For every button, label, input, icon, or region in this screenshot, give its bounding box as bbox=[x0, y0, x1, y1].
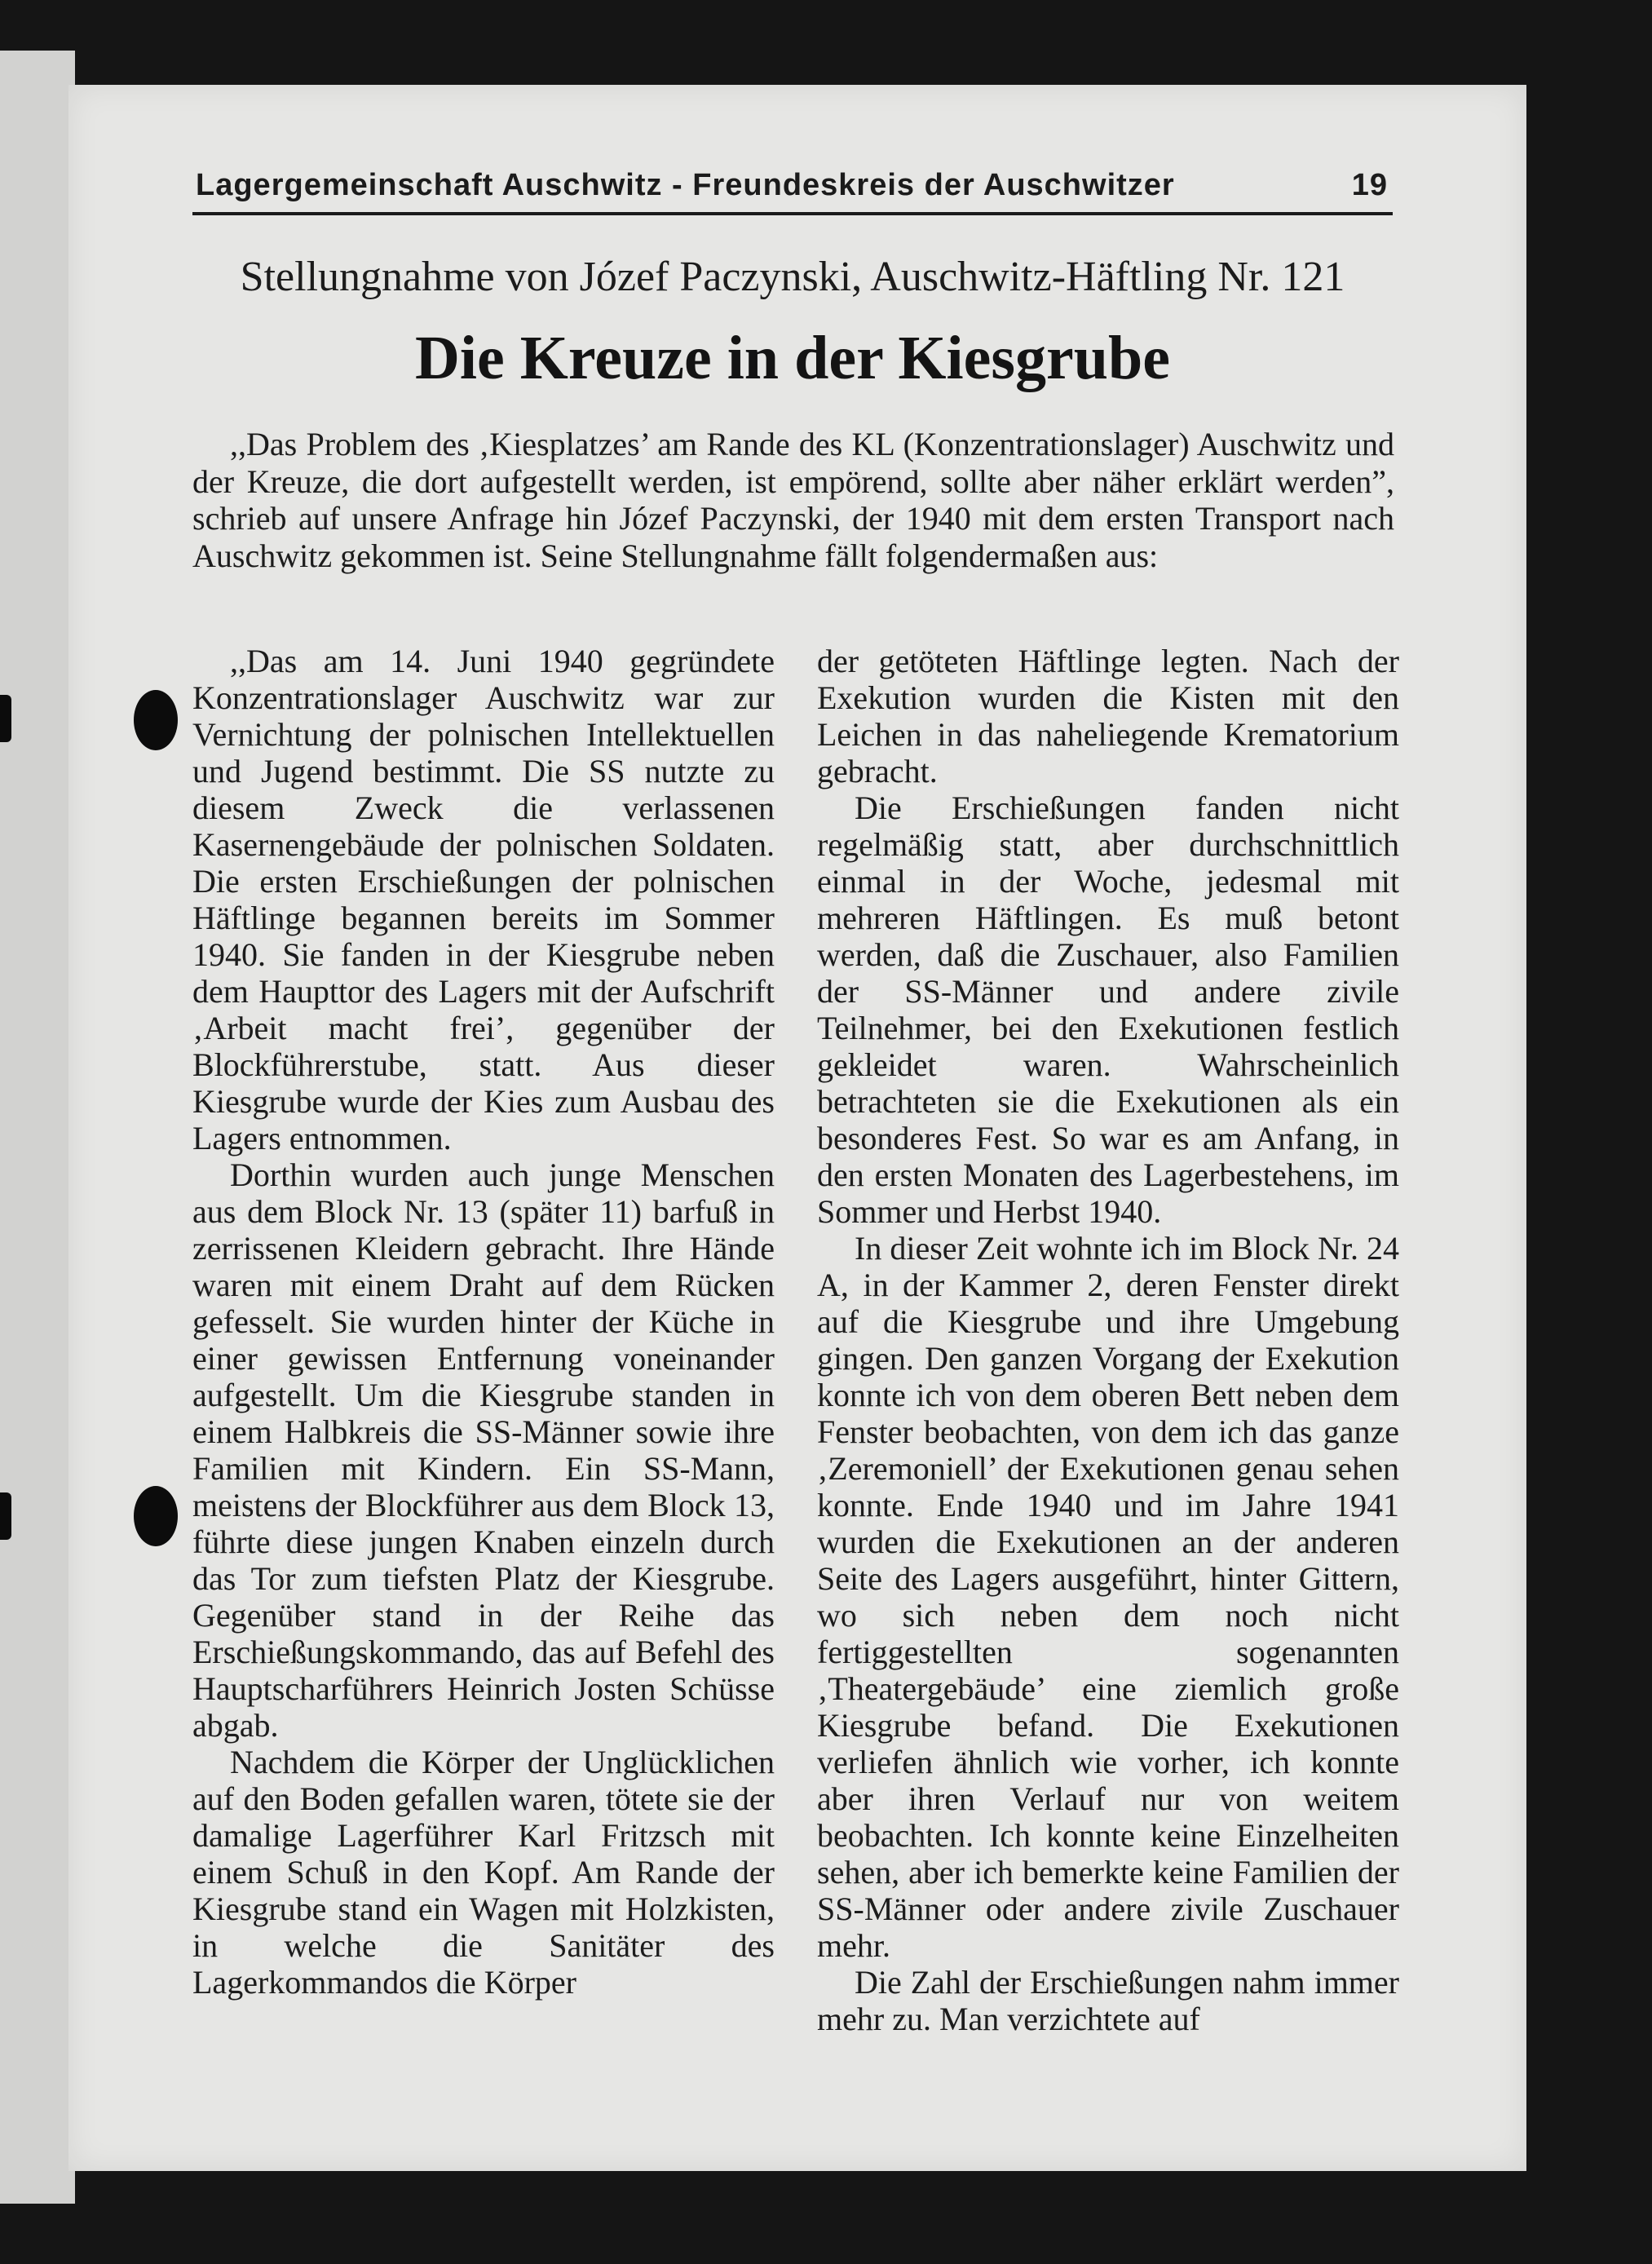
left-paragraph-1: ,,Das am 14. Juni 1940 gegründete Konzentrationslager Auschwitz war zur Vernichtung der polnischen Intellektuellen und Jugend bestimmt. Die SS nutzte zu diesem Zweck die verlassenen Kasernengebäude der polnischen Soldaten. Die ersten Erschießungen der polnischen Häftlinge begannen bereits im Sommer 1940. Sie fanden in der Kiesgrube neben dem Haupttor des Lagers mit der Aufschrift ‚Arbeit macht frei’, gegenüber der Blockführerstube, statt. Aus dieser Kiesgrube wurde der Kies zum Ausbau des Lagers entnommen. bbox=[192, 643, 775, 1156]
page-number: 19 bbox=[1351, 168, 1388, 202]
punch-hole-bottom bbox=[134, 1486, 178, 1546]
punch-hole-top bbox=[134, 690, 178, 750]
left-paragraph-2: Dorthin wurden auch junge Menschen aus dem Block Nr. 13 (später 11) barfuß in zerrissenen Kleidern gebracht. Ihre Hände waren mit einem Draht auf dem Rücken gefesselt. Sie wurden hinter der Küche in einer gewissen Entfernung voneinander aufgestellt. Um die Kiesgrube standen in einem Halbkreis die SS-Männer sowie ihre Familien mit Kindern. Ein SS-Mann, meistens der Blockführer aus dem Block 13, führte diese jungen Knaben einzeln durch das Tor zum tiefsten Platz der Kiesgrube. Gegenüber stand in der Reihe das Erschießungskommando, das auf Befehl des Hauptscharführers Heinrich Josten Schüsse abgab. bbox=[192, 1156, 775, 1744]
binder-edge-mark-bottom bbox=[0, 1492, 11, 1540]
binder-edge-mark-top bbox=[0, 695, 11, 742]
left-column bbox=[192, 643, 775, 2001]
adjacent-page-strip bbox=[0, 51, 75, 2204]
right-column bbox=[817, 643, 1399, 2037]
article-headline: Die Kreuze in der Kiesgrube bbox=[415, 324, 1170, 392]
article-subtitle: Stellungnahme von Józef Paczynski, Auschwitz-Häftling Nr. 121 bbox=[240, 254, 1345, 300]
running-header bbox=[192, 163, 1393, 215]
right-paragraph-continuation: der getöteten Häftlinge legten. Nach der Exekution wurden die Kisten mit den Leichen in das naheliegende Krematorium gebracht. bbox=[817, 643, 1399, 789]
article-intro: ,,Das Problem des ‚Kiesplatzes’ am Rande des KL (Konzentrationslager) Auschwitz und der Kreuze, die dort aufgestellt werden, ist empörend, sollte aber näher erklärt werden”, schrieb auf unsere Anfrage hin Józef Paczynski, der 1940 mit dem ersten Transport nach Auschwitz gekommen ist. Seine Stellungnahme fällt folgendermaßen aus: bbox=[192, 426, 1394, 574]
running-header-title: Lagergemeinschaft Auschwitz - Freundeskreis der Auschwitzer bbox=[196, 168, 1175, 202]
right-paragraph-2: In dieser Zeit wohnte ich im Block Nr. 24 A, in der Kammer 2, deren Fenster direkt auf die Kiesgrube und ihre Umgebung gingen. Den ganzen Vorgang der Exekution konnte ich von dem oberen Bett neben dem Fenster beobachten, von dem ich das ganze ‚Zeremoniell’ der Exekutionen genau sehen konnte. Ende 1940 und im Jahre 1941 wurden die Exekutionen an der anderen Seite des Lagers ausgeführt, hinter Gittern, wo sich neben dem noch nicht fertiggestellten sogenannten ‚Theatergebäude’ eine ziemlich große Kiesgrube befand. Die Exekutionen verliefen ähnlich wie vorher, ich konnte aber ihren Verlauf nur von weitem beobachten. Ich konnte keine Einzelheiten sehen, aber ich bemerkte keine Familien der SS-Männer oder andere zivile Zuschauer mehr. bbox=[817, 1230, 1399, 1964]
right-paragraph-1: Die Erschießungen fanden nicht regelmäßig statt, aber durchschnittlich einmal in der Woche, jedesmal mit mehreren Häftlingen. Es muß betont werden, daß die Zuschauer, also Familien der SS-Männer und andere zivile Teilnehmer, bei den Exekutionen festlich gekleidet waren. Wahrscheinlich betrachteten sie die Exekutionen als ein besonderes Fest. So war es am Anfang, in den ersten Monaten des Lagerbestehens, im Sommer und Herbst 1940. bbox=[817, 789, 1399, 1230]
right-paragraph-3: Die Zahl der Erschießungen nahm immer mehr zu. Man verzichtete auf bbox=[817, 1964, 1399, 2037]
left-paragraph-3: Nachdem die Körper der Unglücklichen auf den Boden gefallen waren, tötete sie der damalige Lagerführer Karl Fritzsch mit einem Schuß in den Kopf. Am Rande der Kiesgrube stand ein Wagen mit Holzkisten, in welche die Sanitäter des Lagerkommandos die Körper bbox=[192, 1744, 775, 2001]
